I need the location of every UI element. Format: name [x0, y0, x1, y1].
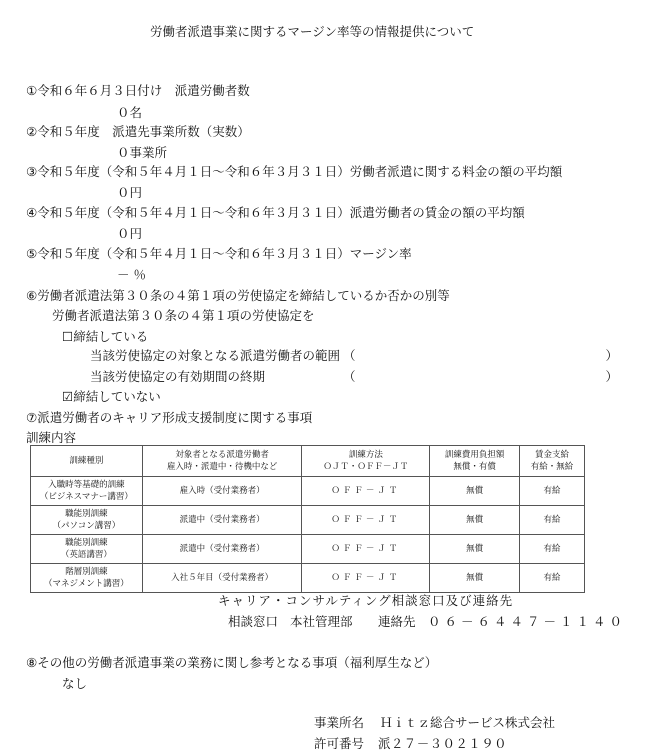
table-row: [31, 564, 585, 593]
item-1-value: ０名: [117, 105, 143, 120]
cell-type: 入職時等基礎的訓練 （ビジネスマナー講習）: [31, 477, 143, 506]
agreement-period-label: 当該労使協定の有効期間の終期: [90, 369, 266, 384]
table-header-row: [31, 446, 585, 477]
cell-cost: 無償: [430, 477, 520, 506]
cell-target: 雇入時（受付業務者）: [142, 477, 302, 506]
item-3-label: ③令和５年度（令和５年４月１日～令和６年３月３１日）労働者派遣に関する料金の額の平均額: [26, 164, 563, 179]
item-3-value: ０円: [117, 185, 143, 200]
item-4-value: ０円: [117, 226, 143, 241]
cell-pay: 有給: [520, 564, 585, 593]
cell-method: ＯＦＦ－ＪＴ: [302, 506, 430, 535]
header-target: 対象者となる派遣労働者 雇入時・派遣中・待機中など: [142, 446, 302, 477]
cell-method: ＯＦＦ－ＪＴ: [302, 477, 430, 506]
career-contact-heading: キャリア・コンサルティング相談窓口及び連絡先: [218, 593, 514, 608]
table-row: [31, 535, 585, 564]
checkbox-concluded[interactable]: ☐: [62, 329, 74, 344]
cell-target: 入社５年目（受付業務者）: [142, 564, 302, 593]
cell-cost: 無償: [430, 564, 520, 593]
cell-type: 職能別訓練 （パソコン講習）: [31, 506, 143, 535]
checkbox-not-concluded[interactable]: ☑: [62, 389, 74, 404]
agreement-period-value: （ ）: [343, 369, 619, 384]
item-2-label: ②令和５年度 派遣先事業所数（実数）: [26, 124, 250, 139]
item-2-value: ０事業所: [117, 145, 168, 160]
item-4-label: ④令和５年度（令和５年４月１日～令和６年３月３１日）派遣労働者の賃金の額の平均額: [26, 205, 525, 220]
item-5-value: － ％: [117, 267, 146, 282]
cell-type: 階層別訓練 （マネジメント講習）: [31, 564, 143, 593]
career-office-value: 本社管理部: [290, 614, 353, 629]
item-6-sub: 労働者派遣法第３０条の４第１項の労使協定を: [52, 308, 315, 323]
career-office-label: 相談窓口: [228, 614, 279, 629]
item-7-label: ⑦派遣労働者のキャリア形成支援制度に関する事項: [26, 410, 313, 425]
cell-target: 派遣中（受付業務者）: [142, 535, 302, 564]
cell-pay: 有給: [520, 535, 585, 564]
page-title: 労働者派遣事業に関するマージン率等の情報提供について: [150, 24, 475, 39]
item-8-label: ⑧その他の労働者派遣事業の業務に関し参考となる事項（福利厚生など）: [26, 655, 438, 670]
item-8-value: なし: [62, 676, 88, 691]
cell-method: ＯＦＦ－ＪＴ: [302, 564, 430, 593]
header-cost: 訓練費用負担額 無償・有償: [430, 446, 520, 477]
license-number: 派２７－３０２１９０: [378, 736, 508, 751]
header-method: 訓練方法 ＯＪＴ・ＯＦＦ－ＪＴ: [302, 446, 430, 477]
item-5-label: ⑤令和５年度（令和５年４月１日～令和６年３月３１日）マージン率: [26, 246, 412, 261]
career-phone-label: 連絡先: [378, 614, 416, 629]
header-pay: 賃金支給 有給・無給: [520, 446, 585, 477]
option-not-concluded: [62, 389, 161, 405]
license-label: 許可番号: [314, 736, 365, 751]
company-label: 事業所名: [314, 715, 365, 730]
option-concluded: [62, 329, 148, 345]
header-type: 訓練種別: [31, 446, 143, 477]
company-name: Ｈｉｔｚ総合サービス株式会社: [380, 715, 556, 730]
agreement-range-value: （ ）: [343, 348, 619, 363]
table-row: [31, 506, 585, 535]
item-7-sub: 訓練内容: [26, 430, 77, 445]
table-row: [31, 477, 585, 506]
training-table: [30, 445, 585, 593]
cell-cost: 無償: [430, 535, 520, 564]
cell-target: 派遣中（受付業務者）: [142, 506, 302, 535]
option-concluded-label: 締結している: [73, 329, 149, 344]
agreement-range-label: 当該労使協定の対象となる派遣労働者の範囲: [90, 348, 341, 363]
item-1-label: ①令和６年６月３日付け 派遣労働者数: [26, 83, 250, 98]
cell-pay: 有給: [520, 477, 585, 506]
cell-pay: 有給: [520, 506, 585, 535]
option-not-concluded-label: 締結していない: [73, 389, 161, 404]
cell-method: ＯＦＦ－ＪＴ: [302, 535, 430, 564]
item-6-label: ⑥労働者派遣法第３０条の４第１項の労使協定を締結しているか否かの別等: [26, 288, 450, 303]
cell-cost: 無償: [430, 506, 520, 535]
cell-type: 職能別訓練 （英語講習）: [31, 535, 143, 564]
career-phone-value: ０６－６４４７－１１４０: [428, 614, 627, 629]
